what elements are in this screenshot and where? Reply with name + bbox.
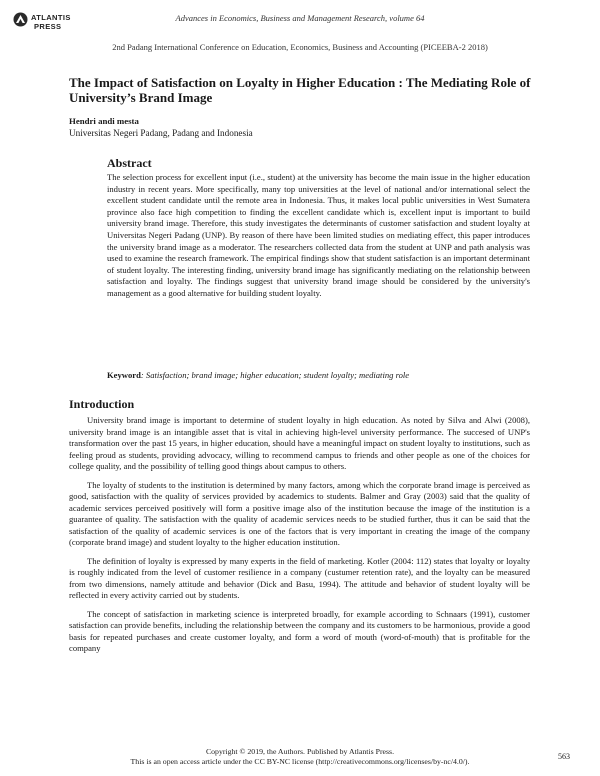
keyword-label: Keyword: [107, 370, 141, 380]
footer-copyright: Copyright © 2019, the Authors. Published by Atlantis Press.: [205, 747, 395, 756]
footer-license: This is an open access article under the CC BY-NC license (http://creativecommons.org/licenses/by-nc/4.0/).: [130, 757, 470, 766]
abstract-heading: Abstract: [107, 156, 152, 170]
abstract-text: The selection process for excellent input (i.e., student) at the university has become the main issue in the higher education industry in recent years. More specifically, many top universities at the level of national and/or international select the excellent student candidate until the remote area in Indonesia. Thus, it makes local public universities in West Sumatera province also face high competition to finding the excellent candidate which is, excellent input is important to build university brand image. Therefore, this study investigates the determinants of customer satisfaction and student loyalty at Universitas Negeri Padang (UNP). By reason of there have been limited studies on mediating effect, this paper introduces the university brand image as a moderator. The researchers collected data from the student at UNP and path analysis was used to examine the research framework. The empirical findings show that student satisfaction is an important determinant of student loyalty. The interesting finding, university brand image has significantly mediating on the relationship between satisfaction and loyalty. The findings suggest that university brand image should be considered by the university's management as a good alternative for building student loyalty.: [107, 172, 530, 298]
intro-paragraph: The loyalty of students to the institution is determined by many factors, among which the corporate brand image is perceived as good, satisfaction with the quality of services provided by academics to students. Balmer and Gray (2003) said that the quality of academic services perceived positively will form a positive image also of the institution because the image of the institution is a guarantee of quality. The satisfaction with the quality of academic services needs to be studied further, thus it can be said that the satisfaction of the quality of academic services is one of the factors that is very important in creating the image of the company (corporate brand image) and student loyalty to the higher education institution.: [69, 479, 530, 547]
author-name: Hendri andi mesta: [69, 116, 139, 126]
intro-paragraph: University brand image is important to determine of student loyalty in high education. As noted by Silva and Alwi (2008), university brand image is an intangible asset that is vital in achieving high-level university performance. The succesed of UNP's transformation over the past 15 years, in higher education, should have a meaningful impact on student loyalty to institutions, such as feeling proud as students, providing advocacy, willing to recommend campus to friends and other people as one of the choices for college quality, and the possibility of telling good things about campus to others.: [69, 415, 530, 471]
keywords: [107, 370, 530, 380]
introduction-body: [69, 415, 530, 662]
journal-title: Advances in Economics, Business and Management Research, volume 64: [175, 13, 425, 23]
author-affiliation: Universitas Negeri Padang, Padang and Indonesia: [69, 128, 253, 138]
intro-paragraph: The concept of satisfaction in marketing science is interpreted broadly, for example according to Schnaars (1991), customer satisfaction can provide benefits, including the relationship between the company and its customers to be harmonious, provide a good basis for repeated purchases and create customer loyalty, and form a word of mouth (word-of-mouth) that is profitable for the company: [69, 608, 530, 653]
paper-title: The Impact of Satisfaction on Loyalty in Higher Education : The Mediating Role of University’s Brand Image: [69, 75, 531, 105]
page-number: 563: [558, 752, 570, 761]
introduction-heading: Introduction: [69, 397, 135, 411]
conference-name: 2nd Padang International Conference on Education, Economics, Business and Accounting (PICEEBA-2 2018): [112, 42, 488, 52]
publisher-name: ATLANTIS PRESS: [31, 13, 71, 31]
keyword-list: : Satisfaction; brand image; higher education; student loyalty; mediating role: [140, 370, 410, 380]
intro-paragraph: The definition of loyalty is expressed by many experts in the field of marketing. Kotler (2004: 112) states that loyalty or loyalty is roughly indicated from the level of customer resilience in a company (custumer retention rate), and the loyalty can be measured from two dimensions, namely attitude and behavior (Dick and Basu, 1994). The attitude and behavior of student loyalty will be reflected in every activity carried out by students.: [69, 555, 530, 600]
